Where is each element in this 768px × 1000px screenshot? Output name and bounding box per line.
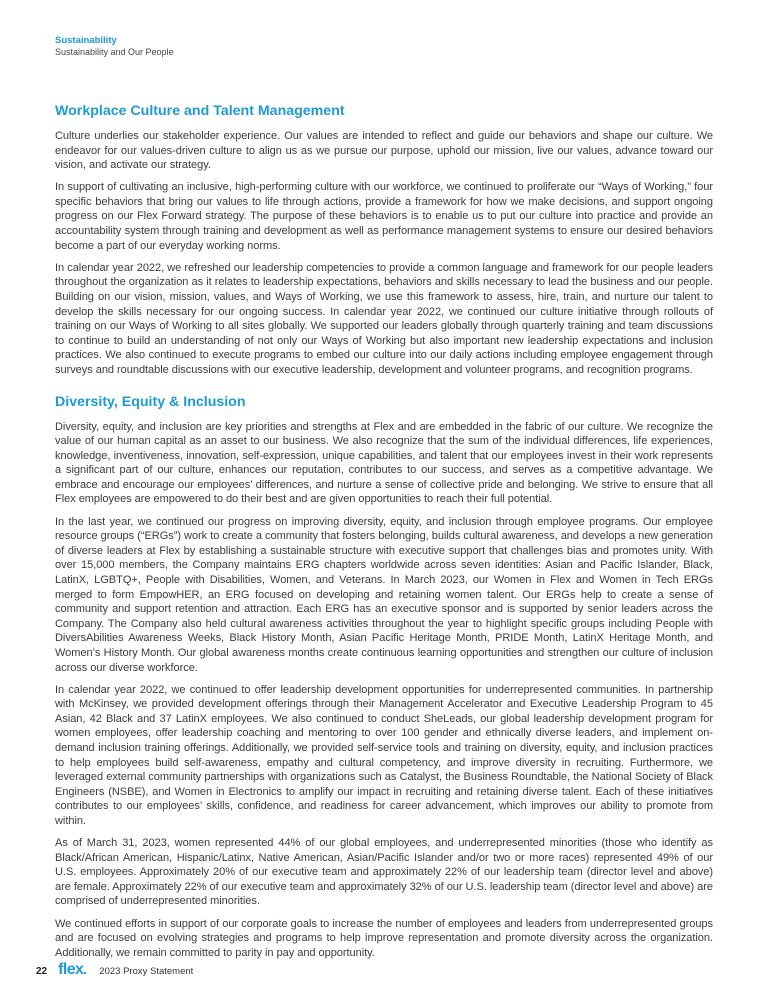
page-number: 22 bbox=[36, 965, 48, 977]
section-heading: Diversity, Equity & Inclusion bbox=[55, 393, 246, 410]
workplace-culture-section bbox=[55, 102, 713, 378]
section-heading: Workplace Culture and Talent Management bbox=[55, 103, 345, 119]
logo-text: flex bbox=[58, 961, 84, 978]
subsection-label: Sustainability and Our People bbox=[55, 47, 174, 57]
paragraph: In the last year, we continued our progress on improving diversity, equity, and inclusion through employee programs. Our employee resource groups (“ERGs”) work to create a community that fosters belonging, builds cultural awareness, and develops a new generation of diverse leaders at Flex by establishing a sustainable structure with executive support that challenges bias and promotes unity. With over 15,000 members, the Company maintains ERG chapters worldwide across seven identities: Asian and Pacific Islander, Black, LatinX, LGBTQ+, People with Disabilities, Women, and Veterans. In March 2023, our Women in Flex and Women in Tech ERGs merged to form EmpowHER, an ERG focused on developing and retaining women talent. Our ERGs help to create a sense of community and support retention and attraction. Each ERG has an executive sponsor and is supported by senior leaders across the Company. The Company also held cultural awareness activities throughout the year to highlight specific groups including People with DiversAbilities Awareness Weeks, Black History Month, Asian Pacific Heritage Month, PRIDE Month, LatinX Heritage Month, and Women’s History Month. Our global awareness months create continuous learning opportunities and strengthen our culture of inclusion across our diverse workforce. bbox=[55, 515, 713, 674]
section-label: Sustainability bbox=[55, 35, 117, 46]
document-title: 2023 Proxy Statement bbox=[99, 965, 194, 977]
page-header bbox=[55, 35, 174, 58]
paragraph: Diversity, equity, and inclusion are key priorities and strengths at Flex and are embedded in the fabric of our culture. We recognize the value of our human capital as an asset to our business. We also recognize that the sum of the individual differences, life experiences, knowledge, inventiveness, innovation, self-expression, unique capabilities, and talent that our employees invest in their work represents a significant part of our culture, enhances our reputation, contributes to our success, and serves as a competitive advantage. We embrace and encourage our employees’ differences, and nurture a sense of collective pride and belonging. We strive to ensure that all Flex employees are empowered to do their best and are given opportunities to reach their full potential. bbox=[55, 420, 713, 506]
logo-dot-icon bbox=[84, 972, 86, 974]
paragraph: As of March 31, 2023, women represented 44% of our global employees, and underrepresented minorities (those who identify as Black/African American, Hispanic/Latinx, Native American, Asian/Pacific Islander and/or two or more races) represented 49% of our U.S. employees. Approximately 20% of our executive team and approximately 22% of our leadership team (director level and above) are female. Approximately 22% of our executive team and approximately 32% of our U.S. leadership team (director level and above) are comprised of underrepresented minorities. bbox=[55, 837, 713, 908]
paragraph: In calendar year 2022, we continued to offer leadership development opportunities for underrepresented communities. In partnership with McKinsey, we provided development offerings through their Management Accelerator and Executive Leadership Program to 45 Asian, 42 Black and 37 LatinX employees. We also continued to conduct SheLeads, our global leadership development program for women employees, offer leadership coaching and mentoring to over 100 gender and ethnically diverse leaders, and implement on-demand inclusion training offerings. Additionally, we provided self-service tools and training on diversity, equity, and inclusion practices to help employees build self-awareness, empathy and cultural competency, and improve diversity in recruiting. Furthermore, we leveraged external community partnerships with organizations such as Catalyst, the Business Roundtable, the National Society of Black Engineers (NSBE), and Women in Electronics to amplify our impact in recruiting and retaining diverse talent. Each of these initiatives contributes to our employees’ skills, confidence, and readiness for career advancement, which improves our ability to promote from within. bbox=[55, 683, 713, 827]
diversity-equity-inclusion-section bbox=[55, 393, 713, 961]
paragraph: In calendar year 2022, we refreshed our leadership competencies to provide a common language and framework for our people leaders throughout the organization as it relates to leadership expectations, behaviors and skills necessary to lead the business and our people. Building on our vision, mission, values, and Ways of Working, we use this framework to assess, hire, train, and nurture our talent to develop the skills necessary for our ongoing success. In calendar year 2022, we continued our culture initiative through rollouts of training on our Ways of Working to all sites globally. We supported our leaders globally through quarterly training and team discussions to continue to build an understanding of not only our Ways of Working but also important new leadership expectations and inclusion practices. We also continued to execute programs to embed our culture into our daily actions including employee engagement through surveys and roundtable discussions with our executive leadership, development and volunteer programs, and recognition programs. bbox=[55, 261, 713, 376]
main-content bbox=[55, 102, 713, 968]
flex-logo bbox=[58, 961, 86, 979]
paragraph: Culture underlies our stakeholder experience. Our values are intended to reflect and guide our behaviors and shape our culture. We endeavor for our values-driven culture to align us as we pursue our purpose, uphold our mission, live our values, advance toward our vision, and activate our strategy. bbox=[55, 130, 713, 172]
paragraph: We continued efforts in support of our corporate goals to increase the number of employees and leaders from underrepresented groups and are focused on evolving strategies and programs to help improve representation and promote diversity across the organization. Additionally, we remain committed to parity in pay and opportunity. bbox=[55, 917, 713, 959]
page-footer bbox=[36, 962, 193, 980]
paragraph: In support of cultivating an inclusive, high-performing culture with our workforce, we continued to proliferate our “Ways of Working,” four specific behaviors that bring our values to life through actions, provide a framework for how we make decisions, and support ongoing progress on our Flex Forward strategy. The purpose of these behaviors is to enable us to put our culture into practice and provide an accountability system through training and development as well as performance management systems to ensure our desired behaviors become a part of our everyday working norms. bbox=[55, 181, 713, 252]
